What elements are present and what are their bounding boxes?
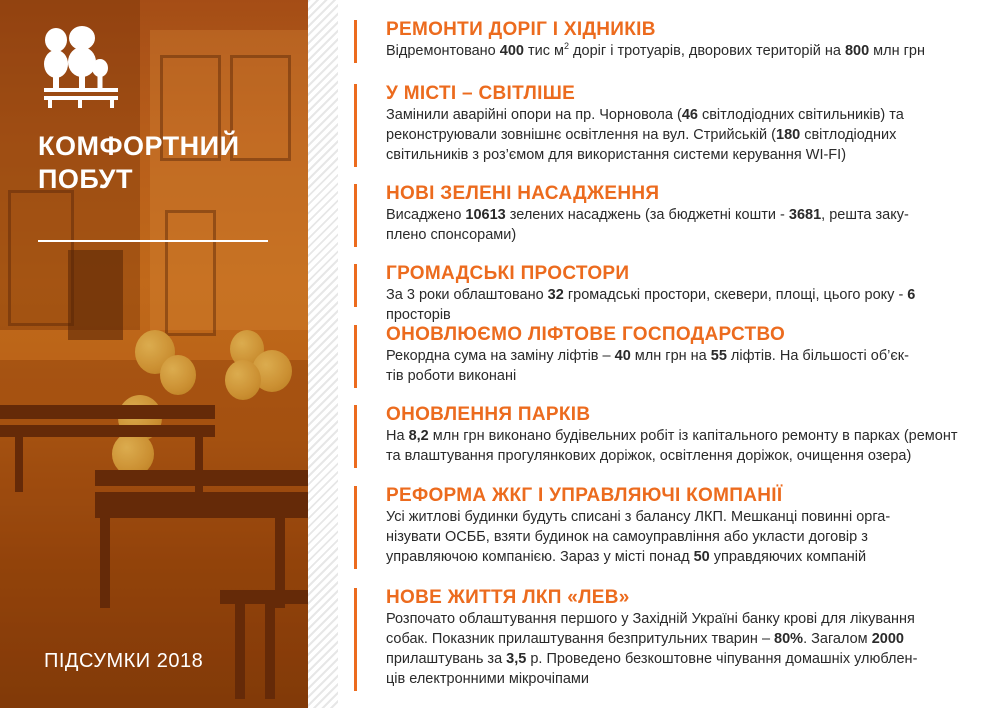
body-text: реконструювали зовнішнє освітлення на вул. Стрийській ( [386, 127, 776, 143]
body-text: зелених насаджень (за бюджетні кошти - [505, 207, 789, 223]
news-item [354, 586, 984, 689]
accent-bar [354, 325, 357, 388]
body-text: управляючою компанією. Зараз у місті понад [386, 549, 694, 565]
body-text: Замінили аварійні опори на пр. Чорновола ( [386, 107, 682, 123]
highlight-number: 400 [499, 43, 524, 59]
body-text: доріг і тротуарів, дворових територій на [569, 43, 845, 59]
item-heading: РЕФОРМА ЖКГ І УПРАВЛЯЮЧІ КОМПАНІЇ [386, 485, 783, 506]
highlight-number: 800 [844, 43, 870, 59]
highlight-number: 55 [710, 348, 727, 364]
accent-bar [354, 184, 357, 247]
body-text: тис м [523, 43, 565, 59]
body-text: . Загалом [803, 631, 872, 647]
body-text: світлодіодних світильників) та [697, 107, 904, 123]
body-text: млн грн виконано будівельних робіт із капітального ремонту в парках (ремонт [428, 428, 958, 444]
footer-label: ПІДСУМКИ 2018 [44, 650, 204, 672]
body-text: тів роботи виконані [386, 368, 517, 384]
item-heading: НОВІ ЗЕЛЕНІ НАСАДЖЕННЯ [386, 183, 660, 204]
body-text: просторів [386, 307, 451, 323]
highlight-number: 46 [681, 107, 698, 123]
news-item [354, 403, 984, 466]
accent-bar [354, 588, 357, 691]
section-title-line2: ПОБУТ [38, 164, 133, 194]
street-photo [0, 0, 308, 708]
body-text: світильників з роз’ємом для використання системи керування WI-FI) [386, 147, 847, 163]
item-body [354, 609, 984, 689]
news-item [354, 484, 984, 567]
news-item [354, 182, 984, 245]
body-text: Висаджено [386, 207, 466, 223]
accent-bar [354, 20, 357, 63]
item-body [354, 41, 984, 61]
body-text: ліфтів. На більшості об’єк- [726, 348, 909, 364]
body-text: млн грн [869, 43, 925, 59]
highlight-number: 80% [774, 631, 804, 647]
body-text: р. Проведено безкоштовне чіпування домашніх улюблен- [526, 651, 918, 667]
body-text: та влаштування прогулянкових доріжок, освітлення доріжок, очищення озера) [386, 448, 912, 464]
item-heading: ОНОВЛЮЄМО ЛІФТОВЕ ГОСПОДАРСТВО [386, 324, 786, 345]
body-text: Відремонтовано [386, 43, 500, 59]
highlight-number: 180 [776, 127, 801, 143]
item-heading: НОВЕ ЖИТТЯ ЛКП «ЛЕВ» [386, 587, 630, 608]
body-text: світлодіодних [800, 127, 897, 143]
accent-bar [354, 486, 357, 569]
body-text: нізувати ОСББ, взяти будинок на самоуправління або укласти договір з [386, 529, 868, 545]
highlight-number: 32 [547, 287, 564, 303]
news-item [354, 323, 984, 386]
body-text: млн грн на [630, 348, 711, 364]
section-title [38, 130, 288, 196]
title-divider [38, 240, 268, 242]
body-text: Рекордна сума на заміну ліфтів – [386, 348, 615, 364]
body-text: На [386, 428, 409, 444]
accent-bar [354, 405, 357, 468]
highlight-number: 2000 [871, 631, 904, 647]
content-column [354, 0, 994, 708]
highlight-number: 8,2 [408, 428, 429, 444]
highlight-number: 3681 [788, 207, 822, 223]
item-heading: ГРОМАДСЬКІ ПРОСТОРИ [386, 263, 630, 284]
news-item [354, 18, 984, 61]
body-text: За 3 роки облаштовано [386, 287, 548, 303]
item-heading: У МІСТІ – СВІТЛІШЕ [386, 83, 576, 104]
body-text: , решта заку- [821, 207, 909, 223]
item-body [354, 205, 984, 245]
highlight-number: 3,5 [506, 651, 527, 667]
highlight-number: 10613 [465, 207, 506, 223]
section-title-line1: КОМФОРТНИЙ [38, 131, 240, 161]
highlight-number: 6 [907, 287, 916, 303]
item-body [354, 346, 984, 386]
body-text: собак. Показник прилаштування безпритульних тварин – [386, 631, 775, 647]
item-body [354, 426, 984, 466]
item-heading: РЕМОНТИ ДОРІГ І ХІДНИКІВ [386, 19, 656, 40]
striped-separator [308, 0, 338, 708]
item-body [354, 507, 984, 567]
trees-bench-icon [42, 26, 122, 108]
item-heading: ОНОВЛЕННЯ ПАРКІВ [386, 404, 591, 425]
body-text: прилаштувань за [386, 651, 507, 667]
highlight-number: 40 [614, 348, 631, 364]
item-body [354, 105, 984, 165]
body-text: управдяючих компаній [709, 549, 867, 565]
news-item [354, 82, 984, 165]
body-text: плено спонсорами) [386, 227, 517, 243]
body-text: Усі житлові будинки будуть списані з балансу ЛКП. Мешканці повинні орга- [386, 509, 891, 525]
body-text: громадські простори, скевери, площі, цього року - [563, 287, 908, 303]
item-body [354, 285, 984, 325]
accent-bar [354, 84, 357, 167]
accent-bar [354, 264, 357, 307]
news-item [354, 262, 984, 325]
body-text: ців електронними мікрочіпами [386, 671, 589, 687]
body-text: 2 [564, 41, 570, 52]
highlight-number: 50 [693, 549, 710, 565]
body-text: Розпочато облаштування першого у Західній Україні банку крові для лікування [386, 611, 915, 627]
